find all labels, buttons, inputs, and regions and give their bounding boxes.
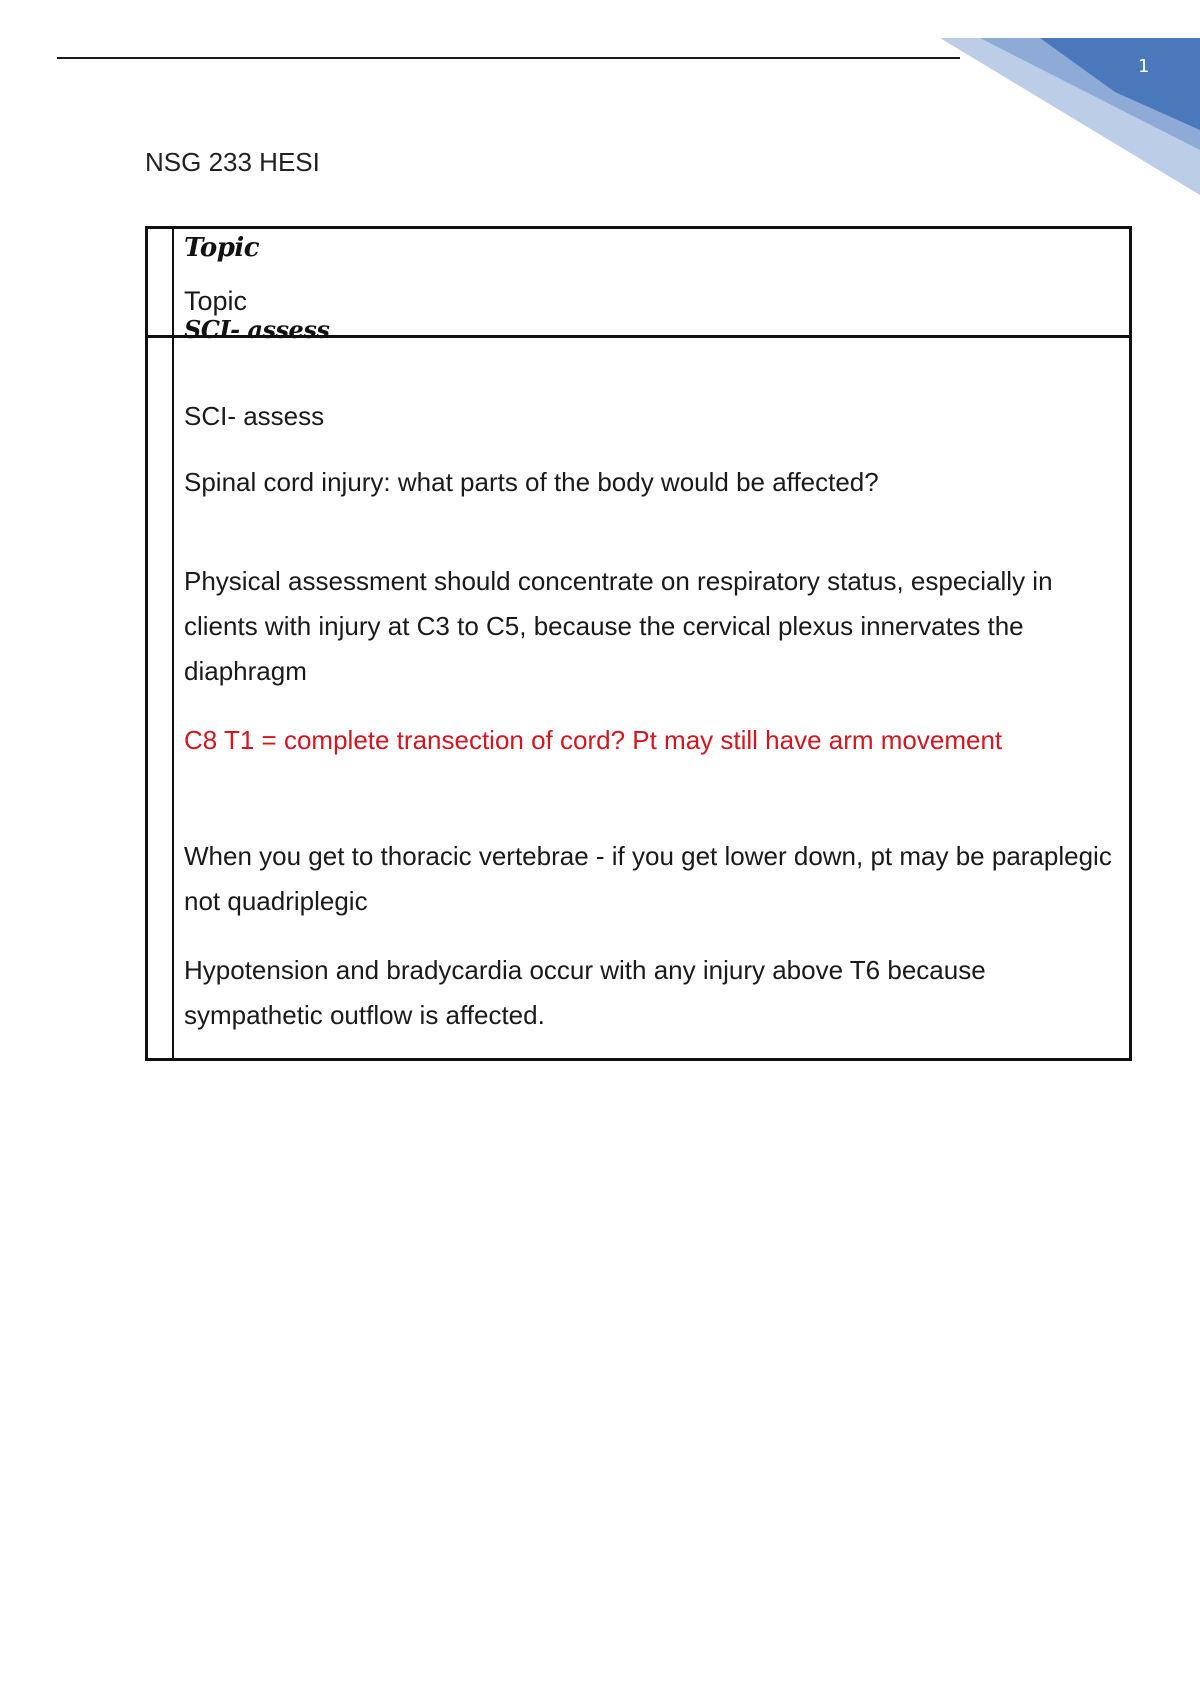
- assessment-paragraph: Physical assessment should concentrate on respiratory status, especially in clients with injury at C3 to C5, because the cervical plexus innervates the diaphragm: [184, 566, 1053, 686]
- hypotension-note: Hypotension and bradycardia occur with any injury above T6 because sympathetic outflow is affected.: [184, 955, 986, 1030]
- topic-label: Topic: [184, 286, 248, 316]
- notes-table: [145, 226, 1132, 1061]
- topic-heading: SCI- assess: [184, 401, 325, 431]
- handwritten-topic-label: Topic: [184, 233, 260, 263]
- page-number: 1: [1138, 56, 1150, 77]
- header-rule: [57, 57, 960, 59]
- question-text: Spinal cord injury: what parts of the body would be affected?: [184, 467, 879, 497]
- document-title: NSG 233 HESI: [145, 147, 320, 177]
- highlight-note: C8 T1 = complete transection of cord? Pt may still have arm movement: [184, 725, 1003, 755]
- corner-decoration: [940, 0, 1200, 210]
- table-margin-line: [172, 229, 174, 1058]
- handwritten-sci-label: SCI- assess: [184, 315, 330, 344]
- thoracic-note: When you get to thoracic vertebrae - if you get lower down, pt may be paraplegic not quadriplegic: [184, 841, 1112, 916]
